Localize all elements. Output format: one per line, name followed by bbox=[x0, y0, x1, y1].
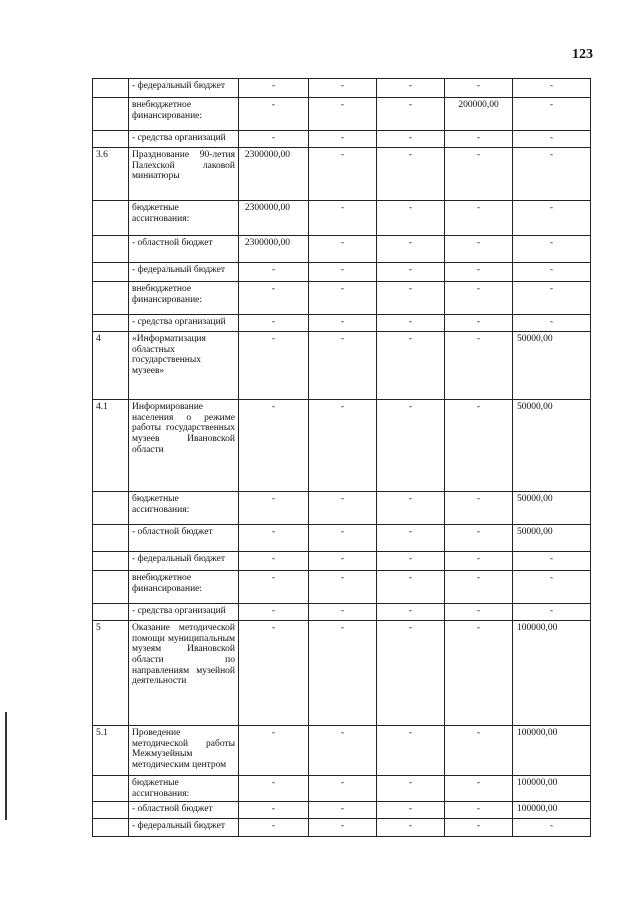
row-description: внебюджетное финансирование: bbox=[129, 98, 239, 131]
amount-cell: - bbox=[377, 571, 445, 604]
amount-cell: - bbox=[309, 621, 377, 726]
page-number: 123 bbox=[572, 47, 593, 62]
row-number bbox=[93, 525, 129, 552]
row-number: 5.1 bbox=[93, 726, 129, 776]
amount-cell: - bbox=[377, 400, 445, 492]
amount-cell: - bbox=[239, 332, 309, 400]
table-row bbox=[93, 604, 591, 621]
amount-cell: - bbox=[309, 819, 377, 837]
amount-cell: 50000,00 bbox=[513, 332, 591, 400]
row-number bbox=[93, 776, 129, 802]
amount-cell: - bbox=[445, 604, 513, 621]
row-description: - средства организаций bbox=[129, 315, 239, 332]
amount-cell: 2300000,00 bbox=[239, 236, 309, 263]
amount-cell: - bbox=[239, 492, 309, 525]
row-description: - федеральный бюджет bbox=[129, 79, 239, 98]
amount-cell: - bbox=[377, 148, 445, 201]
row-number bbox=[93, 79, 129, 98]
row-description: - средства организаций bbox=[129, 131, 239, 148]
amount-cell: - bbox=[239, 604, 309, 621]
amount-cell: - bbox=[309, 98, 377, 131]
table-row bbox=[93, 525, 591, 552]
amount-cell: - bbox=[239, 571, 309, 604]
amount-cell: - bbox=[377, 802, 445, 819]
row-description: - средства организаций bbox=[129, 604, 239, 621]
row-number bbox=[93, 604, 129, 621]
amount-cell: - bbox=[377, 263, 445, 282]
amount-cell: - bbox=[445, 148, 513, 201]
table-row bbox=[93, 400, 591, 492]
table-row bbox=[93, 726, 591, 776]
amount-cell: - bbox=[445, 571, 513, 604]
amount-cell: - bbox=[445, 201, 513, 236]
amount-cell: - bbox=[239, 315, 309, 332]
amount-cell: - bbox=[445, 492, 513, 525]
amount-cell: - bbox=[377, 236, 445, 263]
row-description: бюджетные ассигнования: bbox=[129, 201, 239, 236]
amount-cell: - bbox=[239, 726, 309, 776]
amount-cell: - bbox=[309, 263, 377, 282]
table-row bbox=[93, 236, 591, 263]
row-number bbox=[93, 263, 129, 282]
amount-cell: - bbox=[377, 726, 445, 776]
table-row bbox=[93, 802, 591, 819]
amount-cell: - bbox=[309, 131, 377, 148]
amount-cell: - bbox=[377, 492, 445, 525]
table-row bbox=[93, 282, 591, 315]
row-number bbox=[93, 282, 129, 315]
amount-cell: - bbox=[309, 282, 377, 315]
row-number bbox=[93, 236, 129, 263]
amount-cell: 50000,00 bbox=[513, 400, 591, 492]
row-description: - федеральный бюджет bbox=[129, 552, 239, 571]
amount-cell: - bbox=[239, 79, 309, 98]
amount-cell: - bbox=[239, 552, 309, 571]
amount-cell: - bbox=[239, 776, 309, 802]
row-description: внебюджетное финансирование: bbox=[129, 282, 239, 315]
row-description: бюджетные ассигнования: bbox=[129, 776, 239, 802]
row-description: «Информатизация областных государственных музеев» bbox=[129, 332, 239, 400]
amount-cell: - bbox=[239, 98, 309, 131]
row-number: 4.1 bbox=[93, 400, 129, 492]
amount-cell: - bbox=[445, 621, 513, 726]
row-number: 4 bbox=[93, 332, 129, 400]
row-description: - областной бюджет bbox=[129, 525, 239, 552]
amount-cell: - bbox=[513, 819, 591, 837]
amount-cell: - bbox=[513, 98, 591, 131]
amount-cell: - bbox=[309, 802, 377, 819]
amount-cell: - bbox=[239, 263, 309, 282]
row-description: - федеральный бюджет bbox=[129, 263, 239, 282]
amount-cell: - bbox=[309, 400, 377, 492]
row-description: Проведение методической работы Межмузейным методическим центром bbox=[129, 726, 239, 776]
amount-cell: - bbox=[239, 621, 309, 726]
amount-cell: 100000,00 bbox=[513, 776, 591, 802]
table-row bbox=[93, 819, 591, 837]
amount-cell: - bbox=[377, 552, 445, 571]
row-description: Празднование 90-летия Палехской лаковой миниатюры bbox=[129, 148, 239, 201]
amount-cell: - bbox=[309, 776, 377, 802]
row-number bbox=[93, 492, 129, 525]
amount-cell: 50000,00 bbox=[513, 525, 591, 552]
amount-cell: - bbox=[239, 282, 309, 315]
table-row bbox=[93, 148, 591, 201]
row-number bbox=[93, 315, 129, 332]
row-number bbox=[93, 571, 129, 604]
amount-cell: - bbox=[239, 131, 309, 148]
amount-cell: - bbox=[239, 802, 309, 819]
amount-cell: - bbox=[309, 148, 377, 201]
amount-cell: - bbox=[513, 282, 591, 315]
row-number bbox=[93, 131, 129, 148]
table-row bbox=[93, 332, 591, 400]
amount-cell: - bbox=[309, 332, 377, 400]
budget-table-body bbox=[93, 79, 591, 837]
amount-cell: 200000,00 bbox=[445, 98, 513, 131]
amount-cell: - bbox=[445, 819, 513, 837]
amount-cell: - bbox=[445, 315, 513, 332]
amount-cell: - bbox=[513, 315, 591, 332]
amount-cell: 2300000,00 bbox=[239, 148, 309, 201]
table-row bbox=[93, 492, 591, 525]
scan-margin-mark bbox=[5, 712, 7, 820]
amount-cell: - bbox=[445, 776, 513, 802]
amount-cell: - bbox=[445, 79, 513, 98]
amount-cell: - bbox=[445, 332, 513, 400]
amount-cell: - bbox=[377, 315, 445, 332]
amount-cell: - bbox=[309, 201, 377, 236]
table-row bbox=[93, 263, 591, 282]
amount-cell: - bbox=[377, 332, 445, 400]
table-row bbox=[93, 776, 591, 802]
amount-cell: - bbox=[377, 98, 445, 131]
amount-cell: - bbox=[513, 552, 591, 571]
row-description: Информирование населения о режиме работы государственных музеев Ивановской области bbox=[129, 400, 239, 492]
table-row bbox=[93, 201, 591, 236]
amount-cell: - bbox=[377, 201, 445, 236]
row-number: 3.6 bbox=[93, 148, 129, 201]
amount-cell: - bbox=[513, 236, 591, 263]
amount-cell: - bbox=[309, 492, 377, 525]
amount-cell: - bbox=[445, 236, 513, 263]
amount-cell: - bbox=[445, 726, 513, 776]
amount-cell: - bbox=[309, 604, 377, 621]
row-description: внебюджетное финансирование: bbox=[129, 571, 239, 604]
row-description: Оказание методической помощи муниципальным музеям Ивановской области по направлениям музейной деятельности bbox=[129, 621, 239, 726]
row-number bbox=[93, 201, 129, 236]
row-number bbox=[93, 98, 129, 131]
amount-cell: 100000,00 bbox=[513, 726, 591, 776]
row-description: - областной бюджет bbox=[129, 802, 239, 819]
amount-cell: - bbox=[513, 131, 591, 148]
amount-cell: - bbox=[377, 282, 445, 315]
amount-cell: - bbox=[513, 604, 591, 621]
amount-cell: - bbox=[309, 79, 377, 98]
amount-cell: - bbox=[377, 79, 445, 98]
table-row bbox=[93, 131, 591, 148]
amount-cell: - bbox=[377, 604, 445, 621]
amount-cell: 100000,00 bbox=[513, 802, 591, 819]
amount-cell: 50000,00 bbox=[513, 492, 591, 525]
amount-cell: - bbox=[377, 621, 445, 726]
amount-cell: - bbox=[309, 552, 377, 571]
amount-cell: 2300000,00 bbox=[239, 201, 309, 236]
row-number: 5 bbox=[93, 621, 129, 726]
amount-cell: - bbox=[309, 726, 377, 776]
row-description: - областной бюджет bbox=[129, 236, 239, 263]
amount-cell: - bbox=[239, 525, 309, 552]
table-row bbox=[93, 552, 591, 571]
amount-cell: - bbox=[513, 148, 591, 201]
amount-cell: - bbox=[445, 802, 513, 819]
amount-cell: - bbox=[377, 131, 445, 148]
amount-cell: - bbox=[445, 282, 513, 315]
row-description: бюджетные ассигнования: bbox=[129, 492, 239, 525]
amount-cell: - bbox=[513, 263, 591, 282]
table-row bbox=[93, 98, 591, 131]
amount-cell: 100000,00 bbox=[513, 621, 591, 726]
amount-cell: - bbox=[445, 552, 513, 571]
budget-table bbox=[92, 78, 591, 837]
amount-cell: - bbox=[377, 776, 445, 802]
amount-cell: - bbox=[377, 819, 445, 837]
amount-cell: - bbox=[309, 236, 377, 263]
table-row bbox=[93, 79, 591, 98]
amount-cell: - bbox=[513, 201, 591, 236]
row-number bbox=[93, 819, 129, 837]
row-number bbox=[93, 802, 129, 819]
amount-cell: - bbox=[445, 400, 513, 492]
row-description: - федеральный бюджет bbox=[129, 819, 239, 837]
amount-cell: - bbox=[309, 525, 377, 552]
amount-cell: - bbox=[513, 79, 591, 98]
table-row bbox=[93, 621, 591, 726]
amount-cell: - bbox=[445, 525, 513, 552]
table-row bbox=[93, 315, 591, 332]
amount-cell: - bbox=[445, 131, 513, 148]
amount-cell: - bbox=[513, 571, 591, 604]
amount-cell: - bbox=[377, 525, 445, 552]
amount-cell: - bbox=[445, 263, 513, 282]
amount-cell: - bbox=[309, 571, 377, 604]
table-row bbox=[93, 571, 591, 604]
amount-cell: - bbox=[239, 400, 309, 492]
amount-cell: - bbox=[309, 315, 377, 332]
row-number bbox=[93, 552, 129, 571]
amount-cell: - bbox=[239, 819, 309, 837]
